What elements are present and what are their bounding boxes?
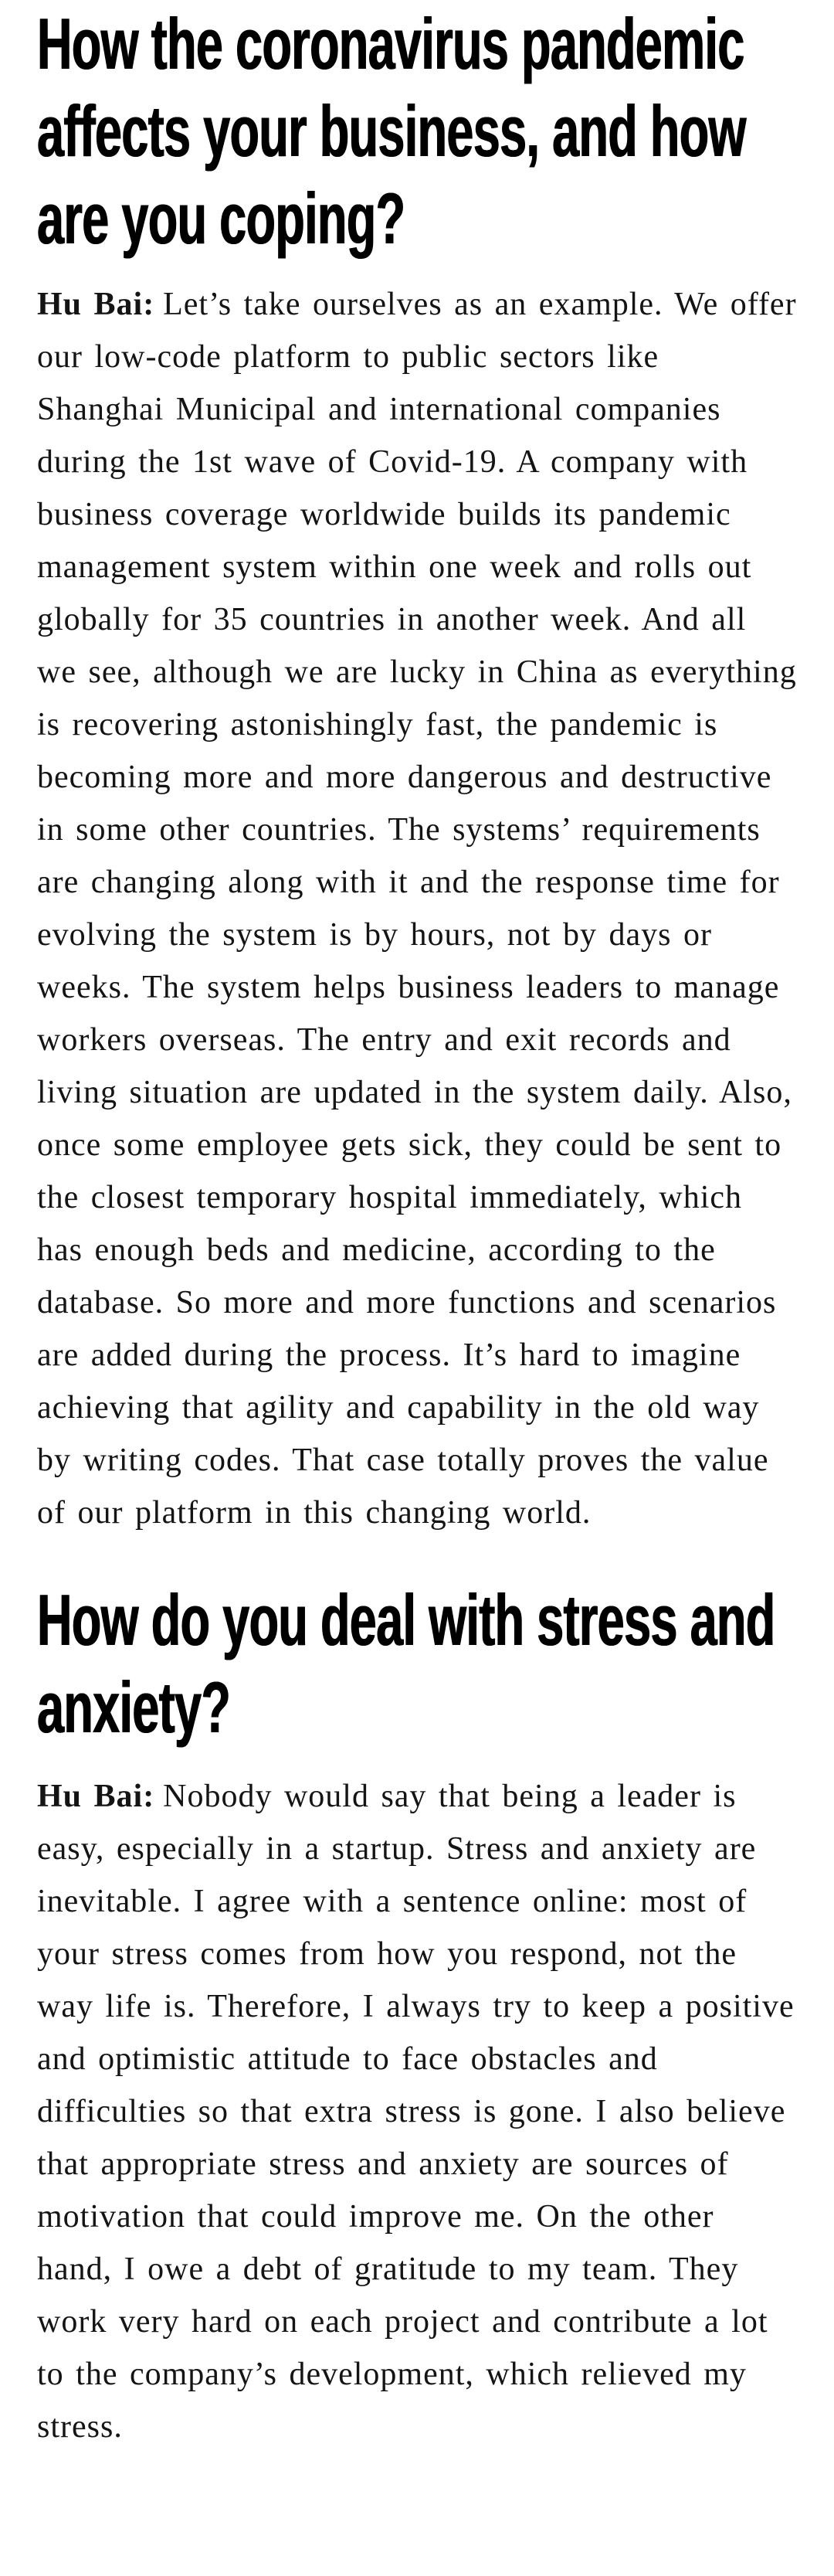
speaker-name: Hu Bai: [37, 287, 155, 322]
paragraph-text: Let’s take ourselves as an example. We offer our low-code platform to public sectors like Shanghai Municipal and international companies during the 1st wave of Covid-19. A company with business coverage worldwide builds its pandemic management system within one week and rolls out globally for 35 countries in another week. And all we see, although we are lucky in China as everything is recovering astonishingly fast, the pandemic is becoming more and more dangerous and destructive in some other countries. The systems’ requirements are changing along with it and the response time for evolving the system is by hours, not by days or weeks. The system helps business leaders to manage workers overseas. The entry and exit records and living situation are updated in the system daily. Also, once some employee gets sick, they could be sent to the closest temporary hospital immediately, which has enough beds and medicine, according to the database. So more and more functions and scenarios are added during the process. It’s hard to imagine achieving that agility and capability in the old way by writing codes. That case totally proves the value of our platform in this changing world. [37, 287, 797, 1531]
article-section-coronavirus [37, 0, 797, 1539]
paragraph [37, 1770, 797, 2453]
section-heading-text: How do you deal with stress and anxiety? [37, 1579, 775, 1748]
section-heading-stress [37, 1576, 797, 1751]
section-heading-coronavirus [37, 0, 797, 262]
paragraph-text: Nobody would say that being a leader is easy, especially in a startup. Stress and anxiety are inevitable. I agree with a sentence online: most of your stress comes from how you respond, not the way life is. Therefore, I always try to keep a positive and optimistic attitude to face obstacles and difficulties so that extra stress is gone. I also believe that appropriate stress and anxiety are sources of motivation that could improve me. On the other hand, I owe a debt of gratitude to my team. They work very hard on each project and contribute a lot to the company’s development, which relieved my stress. [37, 1779, 795, 2445]
section-heading-text: How the coronavirus pandemic affects your business, and how are you coping? [37, 3, 746, 259]
speaker-name: Hu Bai: [37, 1779, 155, 1814]
paragraph [37, 278, 797, 1539]
article-section-stress [37, 1576, 797, 2453]
